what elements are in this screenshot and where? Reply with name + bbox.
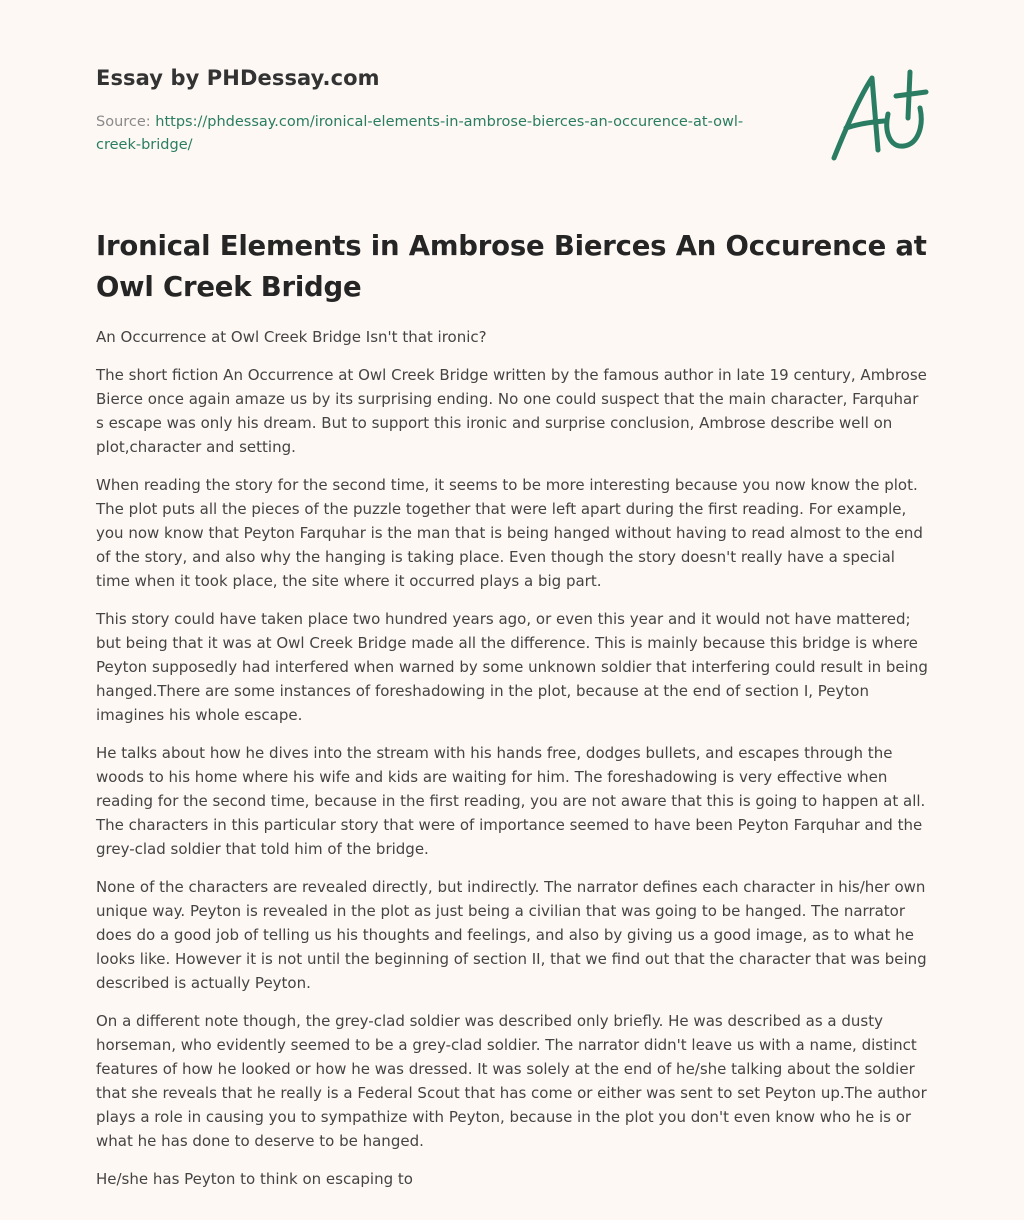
- essay-paragraph: On a different note though, the grey-clad soldier was described only briefly. He was described as a dusty horseman, who evidently seemed to be a grey-clad soldier. The narrator didn't leave us with a name, distinct features of how he looked or how he was dressed. It was solely at the end of he/she talking about the soldier that she reveals that he really is a Federal Scout that has come or either was sent to set Peyton up.The author plays a role in causing you to sympathize with Peyton, because in the plot you don't even know who he is or what he has done to deserve to be hanged.: [96, 1012, 927, 1150]
- site-title: Essay by PHDessay.com: [96, 66, 380, 90]
- essay-page: [96, 0, 930, 1188]
- essay-title: Ironical Elements in Ambrose Bierces An Occurence at Owl Creek Bridge: [96, 230, 927, 303]
- source-line: [96, 111, 746, 157]
- essay-paragraph: The short fiction An Occurrence at Owl Creek Bridge written by the famous author in late 19 century, Ambrose Bierce once again amaze us by its surprising ending. No one could suspect that the main character, Farquhar s escape was only his dream. But to support this ironic and surprise conclusion, Ambrose describe well on plot,character and setting.: [96, 366, 927, 456]
- source-link[interactable]: https://phdessay.com/ironical-elements-in-ambrose-bierces-an-occurence-at-owl-creek-bridge/: [96, 114, 744, 153]
- essay-paragraph: When reading the story for the second time, it seems to be more interesting because you now know the plot. The plot puts all the pieces of the puzzle together that were left apart during the first reading. For example, you now know that Peyton Farquhar is the man that is being hanged without having to read almost to the end of the story, and also why the hanging is taking place. Even though the story doesn't really have a special time when it took place, the site where it occurred plays a big part.: [96, 476, 923, 590]
- page-header: [96, 0, 930, 196]
- essay-paragraph: He talks about how he dives into the stream with his hands free, dodges bullets, and escapes through the woods to his home where his wife and kids are waiting for him. The foreshadowing is very effective when reading for the second time, because in the first reading, you are not aware that this is going to happen at all. The characters in this particular story that were of importance seemed to have been Peyton Farquhar and the grey-clad soldier that told him of the bridge.: [96, 744, 926, 858]
- source-label: Source:: [96, 114, 151, 130]
- a-plus-logo-icon: [826, 66, 930, 170]
- essay-paragraph: None of the characters are revealed directly, but indirectly. The narrator defines each character in his/her own unique way. Peyton is revealed in the plot as just being a civilian that was going to be hanged. The narrator does do a good job of telling us his thoughts and feelings, and also by giving us a good image, as to what he looks like. However it is not until the beginning of section II, that we find out that the character that was being described is actually Peyton.: [96, 878, 927, 992]
- essay-paragraph: He/she has Peyton to think on escaping to: [96, 1170, 413, 1188]
- essay-paragraph: This story could have taken place two hundred years ago, or even this year and it would not have mattered; but being that it was at Owl Creek Bridge made all the difference. This is mainly because this bridge is where Peyton supposedly had interfered when warned by some unknown soldier that interfering could result in being hanged.There are some instances of foreshadowing in the plot, because at the end of section I, Peyton imagines his whole escape.: [96, 610, 928, 724]
- essay-body: [96, 325, 930, 1205]
- essay-paragraph: An Occurrence at Owl Creek Bridge Isn't that ironic?: [96, 328, 487, 346]
